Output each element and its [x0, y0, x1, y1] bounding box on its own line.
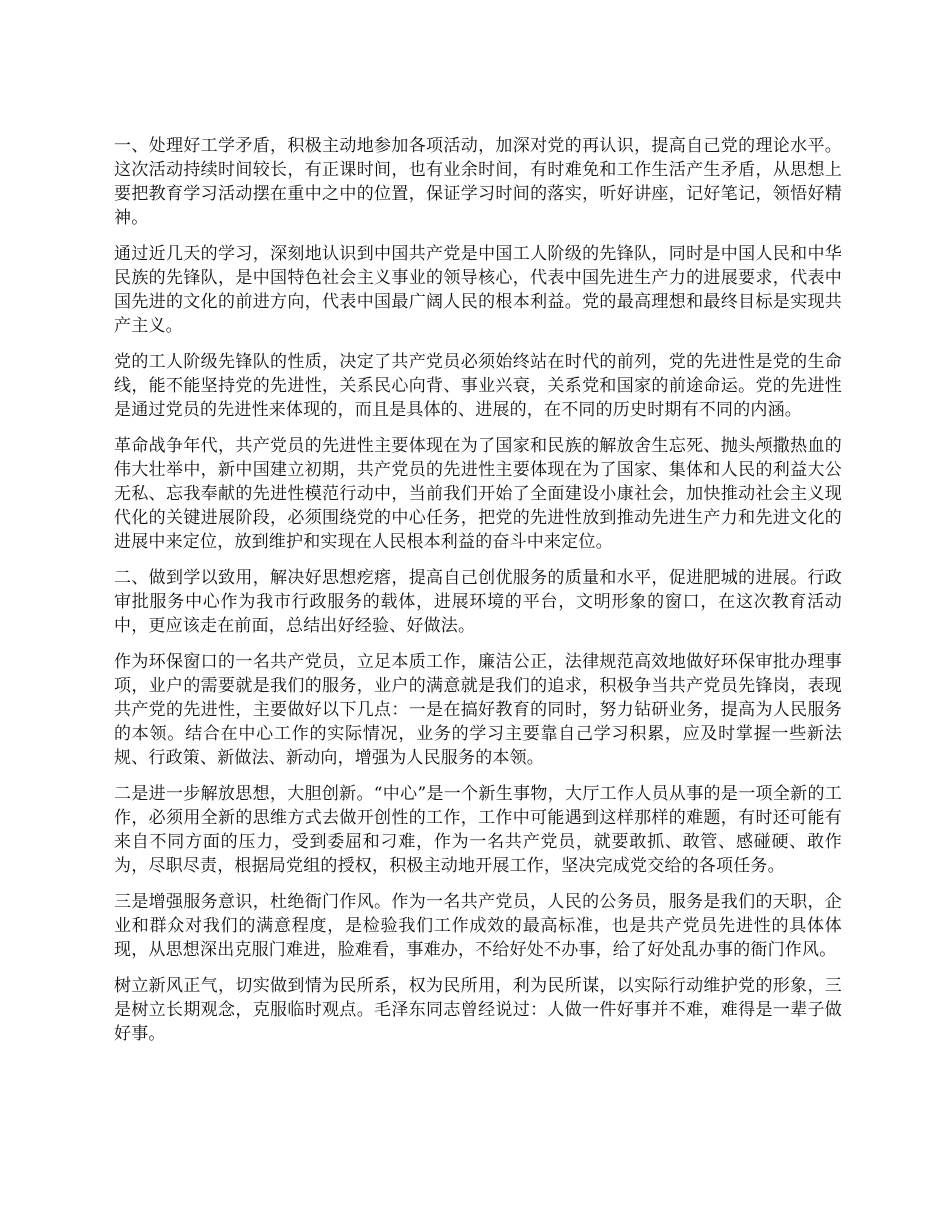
- document-body: [114, 134, 842, 1058]
- paragraph-2: 通过近几天的学习，深刻地认识到中国共产党是中国工人阶级的先锋队，同时是中国人民和中华民族的先锋队，是中国特色社会主义事业的领导核心，代表中国先进生产力的进展要求，代表中国先进的文化的前进方向，代表中国最广阔人民的根本利益。党的最高理想和最终目标是实现共产主义。: [114, 244, 842, 336]
- paragraph-9: 树立新风正气，切实做到情为民所系，权为民所用，利为民所谋，以实际行动维护党的形象，三是树立长期观念，克服临时观点。毛泽东同志曾经说过：人做一件好事并不难，难得是一辈子做好事。: [114, 976, 842, 1044]
- paragraph-4: 革命战争年代，共产党员的先进性主要体现在为了国家和民族的解放舍生忘死、抛头颅撒热血的伟大壮举中，新中国建立初期，共产党员的先进性主要体现在为了国家、集体和人民的利益大公无私、忘我奉献的先进性模范行动中，当前我们开始了全面建设小康社会，加快推动社会主义现代化的关键进展阶段，必须围绕党的中心任务，把党的先进性放到推动先进生产力和先进文化的进展中来定位，放到维护和实现在人民根本利益的奋斗中来定位。: [114, 436, 842, 552]
- paragraph-6: 作为环保窗口的一名共产党员，立足本质工作，廉洁公正，法律规范高效地做好环保审批办理事项，业户的需要就是我们的服务，业户的满意就是我们的追求，积极争当共产党员先锋岗，表现共产党的先进性，主要做好以下几点：一是在搞好教育的同时，努力钻研业务，提高为人民服务的本领。结合在中心工作的实际情况，业务的学习主要靠自己学习积累，应及时掌握一些新法规、行政策、新做法、新动向，增强为人民服务的本领。: [114, 652, 842, 768]
- paragraph-3: 党的工人阶级先锋队的性质，决定了共产党员必须始终站在时代的前列，党的先进性是党的生命线，能不能坚持党的先进性，关系民心向背、事业兴衰，关系党和国家的前途命运。党的先进性是通过党员的先进性来体现的，而且是具体的、进展的，在不同的历史时期有不同的内涵。: [114, 352, 842, 420]
- paragraph-5: 二、做到学以致用，解决好思想疙瘩，提高自己创优服务的质量和水平，促进肥城的进展。行政审批服务中心作为我市行政服务的载体，进展环境的平台，文明形象的窗口，在这次教育活动中，更应该走在前面，总结出好经验、好做法。: [114, 568, 842, 636]
- paragraph-1: 一、处理好工学矛盾，积极主动地参加各项活动，加深对党的再认识，提高自己党的理论水平。这次活动持续时间较长，有正课时间，也有业余时间，有时难免和工作生活产生矛盾，从思想上要把教育学习活动摆在重中之中的位置，保证学习时间的落实，听好讲座，记好笔记，领悟好精神。: [114, 136, 842, 228]
- paragraph-7: 二是进一步解放思想，大胆创新。“中心”是一个新生事物，大厅工作人员从事的是一项全新的工作，必须用全新的思维方式去做开创性的工作，工作中可能遇到这样那样的难题，有时还可能有来自不同方面的压力，受到委屈和刁难，作为一名共产党员，就要敢抓、敢管、感碰硬、敢作为，尽职尽责，根据局党组的授权，积极主动地开展工作，坚决完成党交给的各项任务。: [114, 784, 842, 876]
- paragraph-8: 三是增强服务意识，杜绝衙门作风。作为一名共产党员，人民的公务员，服务是我们的天职，企业和群众对我们的满意程度，是检验我们工作成效的最高标准，也是共产党员先进性的具体体现，从思想深出克服门难进，脸难看，事难办，不给好处不办事，给了好处乱办事的衙门作风。: [114, 892, 842, 960]
